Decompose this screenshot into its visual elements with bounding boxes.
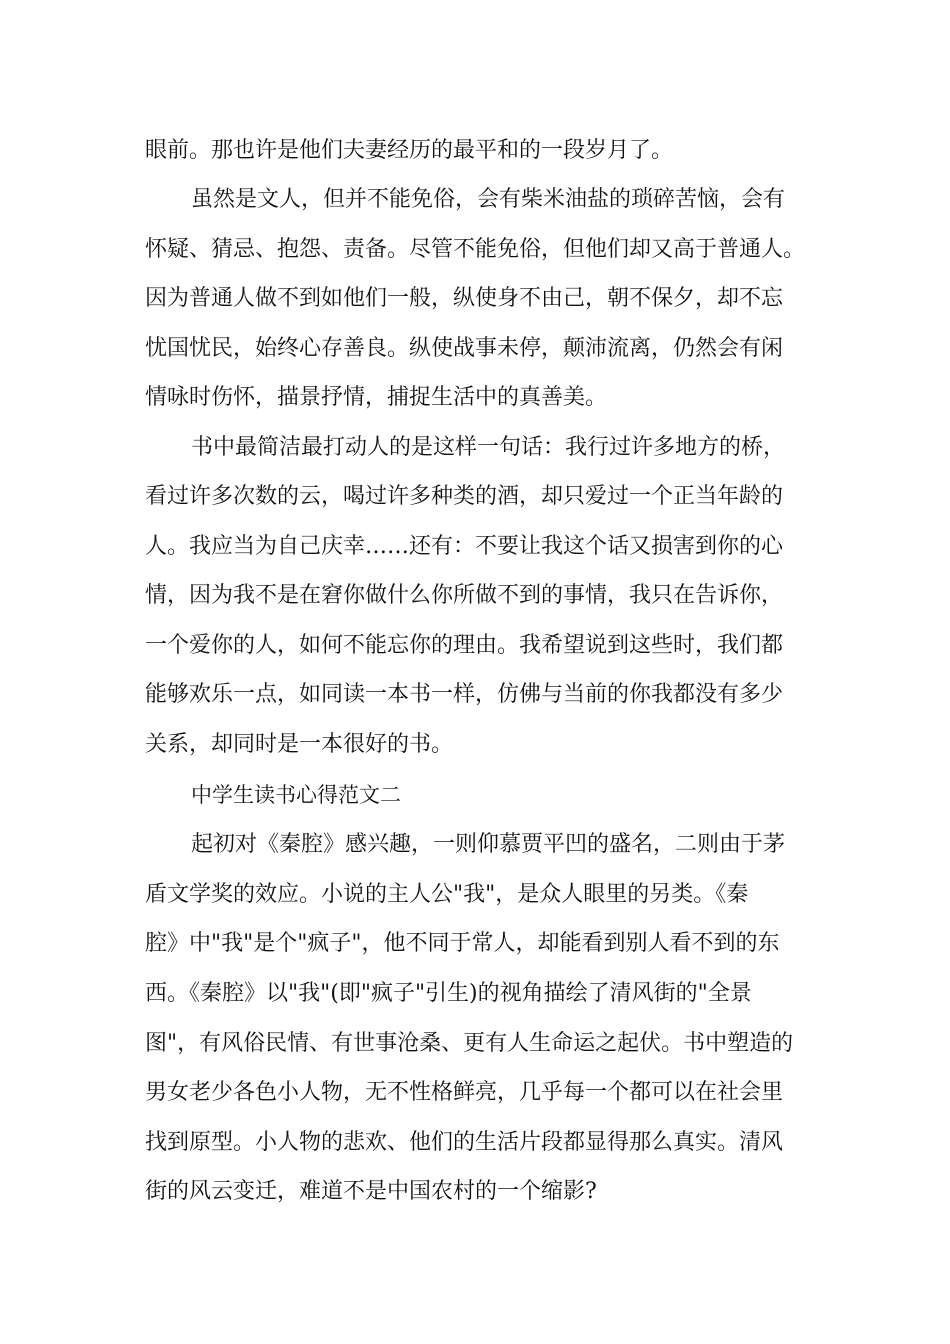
section-heading: 中学生读书心得范文二 — [191, 783, 401, 807]
paragraph-line: 情咏时伤怀，描景抒情，捕捉生活中的真善美。 — [145, 385, 608, 410]
paragraph-line: 街的风云变迁，难道不是中国农村的一个缩影? — [145, 1179, 597, 1204]
paragraph-line: 腔》中"我"是个"疯子"，他不同于常人，却能看到别人看不到的东 — [145, 931, 780, 956]
paragraph-line: 因为普通人做不到如他们一般，纵使身不由己，朝不保夕，却不忘 — [145, 286, 784, 311]
paragraph-line: 西。《秦腔》以"我"(即"疯子"引生)的视角描绘了清风街的"全景 — [145, 981, 752, 1006]
paragraph-line: 虽然是文人，但并不能免俗，会有柴米油盐的琐碎苦恼，会有 — [191, 187, 786, 212]
paragraph-line: 看过许多次数的云，喝过许多种类的酒，却只爱过一个正当年龄的 — [145, 484, 784, 509]
paragraph-line: 关系，却同时是一本很好的书。 — [145, 732, 454, 757]
paragraph-line: 一个爱你的人，如何不能忘你的理由。我希望说到这些时，我们都 — [145, 633, 784, 658]
paragraph-line: 起初对《秦腔》感兴趣，一则仰慕贾平凹的盛名，二则由于茅 — [191, 832, 786, 857]
paragraph-line: 情，因为我不是在窘你做什么你所做不到的事情，我只在告诉你， — [145, 583, 784, 608]
paragraph-line: 图"，有风俗民情、有世事沧桑、更有人生命运之起伏。书中塑造的 — [145, 1031, 794, 1056]
paragraph-line: 能够欢乐一点，如同读一本书一样，仿佛与当前的你我都没有多少 — [145, 682, 784, 707]
paragraph-line: 怀疑、猜忌、抱怨、责备。尽管不能免俗，但他们却又高于普通人。 — [145, 237, 806, 262]
paragraph-line: 盾文学奖的效应。小说的主人公"我"，是众人眼里的另类。《秦 — [145, 882, 749, 907]
paragraph-line: 人。我应当为自己庆幸……还有：不要让我这个话又损害到你的心 — [145, 534, 784, 559]
paragraph-line: 忧国忧民，始终心存善良。纵使战事未停，颠沛流离，仍然会有闲 — [145, 336, 784, 361]
paragraph-line: 找到原型。小人物的悲欢、他们的生活片段都显得那么真实。清风 — [145, 1130, 784, 1155]
paragraph-line: 男女老少各色小人物，无不性格鲜亮，几乎每一个都可以在社会里 — [145, 1080, 784, 1105]
paragraph-line: 眼前。那也许是他们夫妻经历的最平和的一段岁月了。 — [145, 138, 674, 163]
paragraph-line: 书中最简洁最打动人的是这样一句话：我行过许多地方的桥， — [191, 435, 786, 460]
